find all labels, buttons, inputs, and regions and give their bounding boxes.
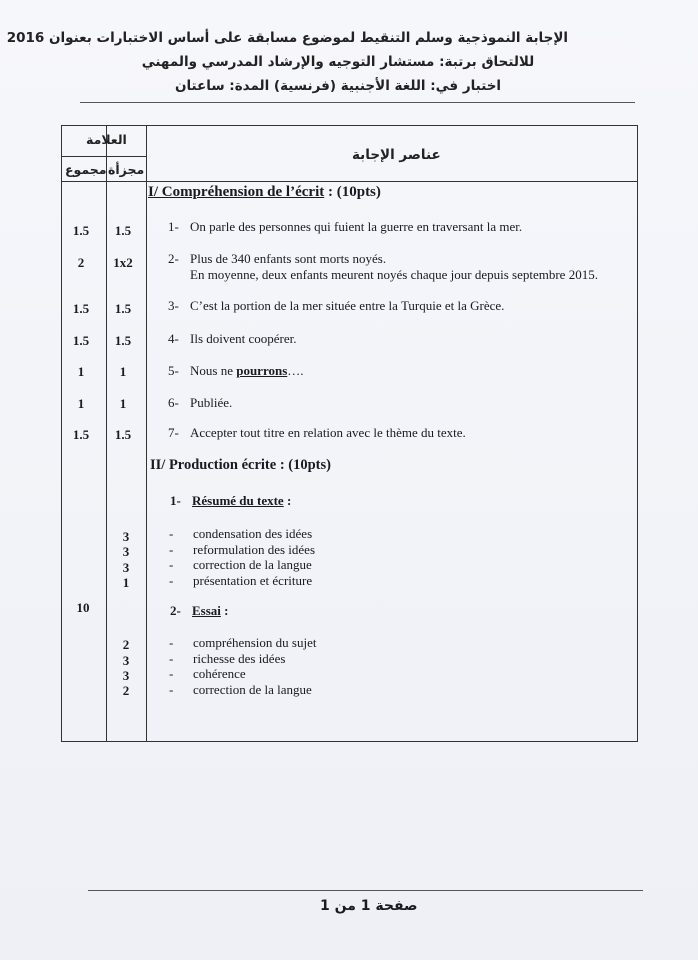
answer-table <box>61 125 638 742</box>
row1-partial: 1.5 <box>114 223 132 238</box>
summary-criterion: - correction de la langue <box>169 557 312 572</box>
header-line-1: الإجابة النموذجية وسلم التنقيط لموضوع مسابقة على أساس الاختبارات بعنوان 2016 <box>6 30 568 46</box>
row6-total: 1 <box>77 396 85 411</box>
summary-criterion: - condensation des idées <box>169 526 313 541</box>
grade-header: العلامة <box>86 132 127 147</box>
essay-criterion: - richesse des idées <box>169 650 286 666</box>
essay-criteria <box>169 635 316 697</box>
total-header: مجموع <box>65 162 107 177</box>
page-number: صفحة 1 من 1 <box>320 898 418 914</box>
summary-criterion: - présentation et écriture <box>169 572 313 588</box>
partial-header: مجزأة <box>108 162 145 177</box>
essay-criterion: - cohérence <box>169 666 246 681</box>
summary-criterion: - reformulation des idées <box>169 541 316 557</box>
summary-partial-3: 3 <box>122 560 130 575</box>
footer-divider <box>88 890 643 891</box>
grade-header-divider <box>62 156 146 157</box>
section1-title: I/ Compréhension de l’écrit : (10pts) <box>148 184 381 200</box>
row5-total: 1 <box>77 364 85 379</box>
answer-6: 6- Publiée. <box>168 395 233 410</box>
row7-partial: 1.5 <box>114 427 132 442</box>
row3-partial: 1.5 <box>114 301 132 316</box>
row4-total: 1.5 <box>72 333 90 348</box>
column-divider-total <box>106 126 107 741</box>
row7-total: 1.5 <box>72 427 90 442</box>
summary-partial-2: 3 <box>122 544 130 559</box>
answer-5: 5- Nous ne pourrons…. <box>168 363 304 378</box>
summary-heading: 1- Résumé du texte : <box>170 493 292 508</box>
answer-3: 3- C’est la portion de la mer située entre la Turquie et la Grèce. <box>168 298 505 313</box>
header-divider <box>80 102 635 103</box>
row2-partial: 1x2 <box>113 255 133 270</box>
row2-total: 2 <box>77 255 85 270</box>
essay-partial-1: 2 <box>122 637 130 652</box>
document-header <box>6 26 568 98</box>
essay-criterion: - correction de la langue <box>169 681 312 697</box>
section2-total: 10 <box>76 600 90 615</box>
essay-criterion: - compréhension du sujet <box>169 635 317 650</box>
summary-partial-1: 3 <box>122 529 130 544</box>
elements-header: عناصر الإجابة <box>352 147 441 163</box>
row4-partial: 1.5 <box>114 333 132 348</box>
row1-total: 1.5 <box>72 223 90 238</box>
essay-heading: 2- Essai : <box>170 603 229 618</box>
answer-2: 2- Plus de 340 enfants sont morts noyés. En moyenne, deux enfants meurent noyés chaque jour depuis septembre 2015. <box>168 251 598 282</box>
answer-1: 1- On parle des personnes qui fuient la guerre en traversant la mer. <box>168 219 523 234</box>
essay-partial-3: 3 <box>122 668 130 683</box>
essay-partial-4: 2 <box>122 683 130 698</box>
column-divider-partial <box>146 126 147 741</box>
answer-7: 7- Accepter tout titre en relation avec le thème du texte. <box>168 425 466 440</box>
row3-total: 1.5 <box>72 301 90 316</box>
table-header-divider <box>62 181 638 182</box>
essay-partial-2: 3 <box>122 653 130 668</box>
summary-partial-4: 1 <box>122 575 130 590</box>
answer-4: 4- Ils doivent coopérer. <box>168 331 297 346</box>
header-line-3: اختبار في: اللغة الأجنبية (فرنسية) المدة: ساعتان <box>174 78 502 94</box>
row5-partial: 1 <box>119 364 127 379</box>
summary-criteria <box>169 526 315 588</box>
section2-title: II/ Production écrite : (10pts) <box>150 457 331 473</box>
row6-partial: 1 <box>119 396 127 411</box>
header-line-2: للالتحاق برتبة: مستشار التوجيه والإرشاد المدرسي والمهني <box>141 54 535 70</box>
